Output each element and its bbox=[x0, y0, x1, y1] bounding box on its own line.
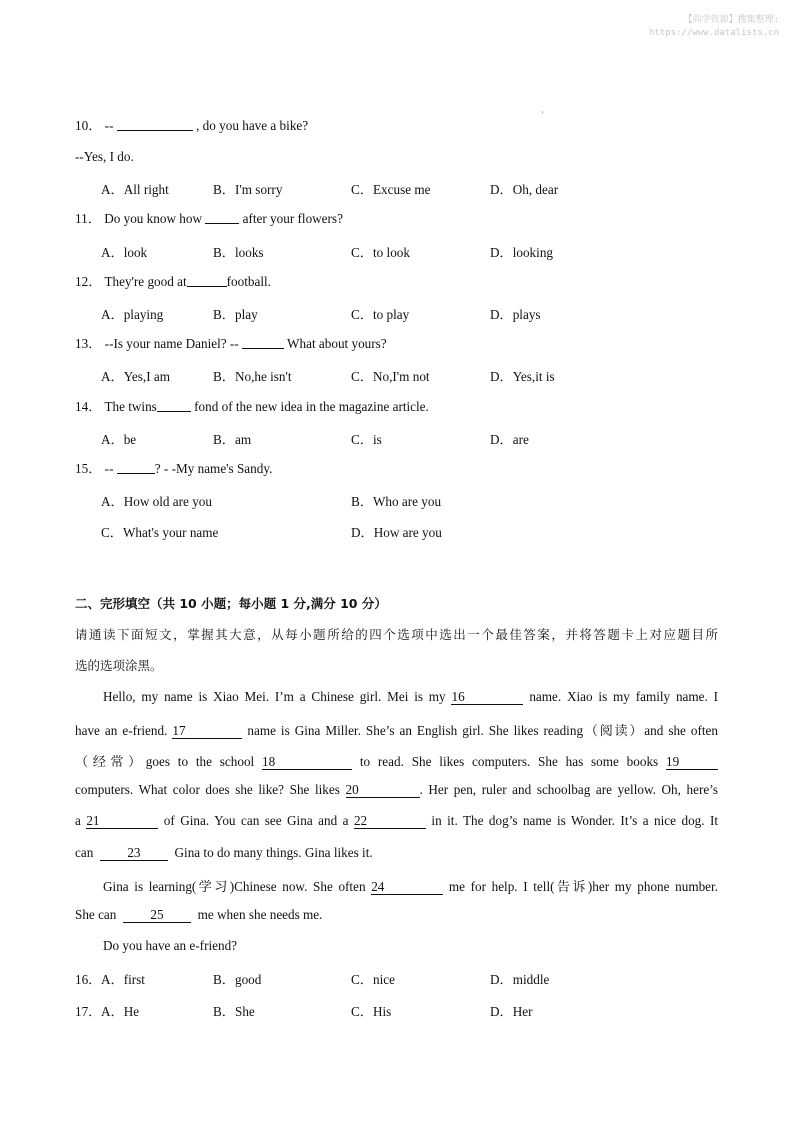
passage-line-3: （经常）goes to the school 18 to read. She likes computers. She has some books 19 bbox=[75, 751, 718, 770]
option-b: B．looks bbox=[213, 245, 264, 260]
cloze-blank-17: 17 bbox=[172, 724, 242, 739]
passage-line-5: a 21 of Gina. You can see Gina and a 22 in it. The dog’s name is Wonder. It’s a nice dog. It bbox=[75, 813, 719, 828]
option-b: B．She bbox=[213, 1004, 255, 1019]
cloze-blank-25: 25 bbox=[123, 908, 191, 923]
passage-line-7: Gina is learning(学习)Chinese now. She often 24 me for help. I tell(告诉)her my phone number. bbox=[103, 879, 718, 894]
question-16-number: 16． bbox=[75, 972, 102, 987]
option-b: B．No,he isn't bbox=[213, 369, 292, 384]
section-title: 二、完形填空（共 10 小题；每小题 1 分,满分 10 分） bbox=[75, 596, 387, 611]
option-d: D．are bbox=[490, 432, 529, 447]
question-text: fond of the new idea in the magazine article. bbox=[194, 399, 429, 414]
option-a: A．be bbox=[101, 432, 137, 447]
question-text: ? - -My name's Sandy. bbox=[154, 461, 273, 476]
option-c: C．to play bbox=[351, 307, 410, 322]
cloze-blank-23: 23 bbox=[100, 846, 168, 861]
option-d: D．Her bbox=[490, 1004, 533, 1019]
question-number: 14． bbox=[75, 399, 102, 414]
option-c: C．nice bbox=[351, 972, 395, 987]
question-text: football. bbox=[226, 274, 271, 289]
passage-line-4: computers. What color does she like? She likes 20 . Her pen, ruler and schoolbag are yellow. Oh, here’s bbox=[75, 782, 719, 797]
question-13 bbox=[75, 335, 720, 353]
option-a: A．look bbox=[101, 245, 148, 260]
question-number: 13． bbox=[75, 336, 102, 351]
answer-blank bbox=[205, 211, 239, 224]
question-text: --Is your name Daniel? -- bbox=[104, 336, 239, 351]
cloze-blank-20: 20 bbox=[346, 783, 420, 798]
cloze-blank-22: 22 bbox=[354, 814, 426, 829]
question-number: 11． bbox=[75, 211, 101, 226]
cloze-blank-24: 24 bbox=[371, 880, 443, 895]
stray-mark: ' bbox=[542, 110, 544, 119]
question-text: -- bbox=[104, 461, 114, 476]
question-number: 12． bbox=[75, 274, 102, 289]
passage-line-9: Do you have an e-friend? bbox=[103, 938, 238, 953]
option-b: B．I'm sorry bbox=[213, 182, 283, 197]
option-b: B．good bbox=[213, 972, 262, 987]
watermark-line1: 【尚学资源】搜集整理: bbox=[683, 15, 779, 25]
question-10 bbox=[75, 117, 720, 135]
option-d: D．How are you bbox=[351, 525, 442, 540]
question-text: , do you have a bike? bbox=[196, 118, 309, 133]
answer-blank bbox=[242, 336, 284, 349]
option-d: D．middle bbox=[490, 972, 550, 987]
answer-blank bbox=[117, 461, 155, 474]
question-text: The twins bbox=[104, 399, 157, 414]
answer-blank bbox=[187, 274, 227, 287]
option-a: A．All right bbox=[101, 182, 169, 197]
option-b: B．am bbox=[213, 432, 252, 447]
option-c: C．to look bbox=[351, 245, 410, 260]
option-a: A．playing bbox=[101, 307, 164, 322]
option-c: C．What's your name bbox=[101, 525, 219, 540]
question-17-number: 17． bbox=[75, 1004, 102, 1019]
question-text: They're good at bbox=[104, 274, 187, 289]
option-a: A．He bbox=[101, 1004, 140, 1019]
question-10-reply: --Yes, I do. bbox=[75, 149, 134, 164]
option-c: C．is bbox=[351, 432, 382, 447]
question-text: What about yours? bbox=[287, 336, 387, 351]
question-11 bbox=[75, 210, 720, 228]
answer-blank bbox=[117, 118, 193, 131]
passage-line-6: can 23 Gina to do many things. Gina likes it. bbox=[75, 845, 373, 860]
option-b: B．play bbox=[213, 307, 258, 322]
option-a: A．first bbox=[101, 972, 145, 987]
option-c: C．Excuse me bbox=[351, 182, 431, 197]
question-number: 10． bbox=[75, 118, 102, 133]
option-d: D．Oh, dear bbox=[490, 182, 559, 197]
question-15 bbox=[75, 460, 720, 478]
passage-line-8: She can 25 me when she needs me. bbox=[75, 907, 323, 922]
watermark bbox=[649, 14, 779, 40]
option-c: C．His bbox=[351, 1004, 392, 1019]
watermark-url: https://www.datalists.cn bbox=[648, 28, 779, 38]
option-d: D．plays bbox=[490, 307, 541, 322]
question-text: -- bbox=[104, 118, 114, 133]
cloze-blank-19: 19 bbox=[666, 755, 718, 770]
option-a: A．How old are you bbox=[101, 494, 212, 509]
answer-blank bbox=[157, 399, 191, 412]
instructions-line2: 选的选项涂黑。 bbox=[75, 658, 163, 673]
cloze-blank-18: 18 bbox=[262, 755, 352, 770]
question-14 bbox=[75, 398, 720, 416]
cloze-blank-21: 21 bbox=[86, 814, 158, 829]
question-12 bbox=[75, 273, 720, 291]
cloze-blank-16: 16 bbox=[451, 690, 523, 705]
option-c: C．No,I'm not bbox=[351, 369, 430, 384]
passage-line-1: Hello, my name is Xiao Mei. I’m a Chinese girl. Mei is my 16 name. Xiao is my family name. I bbox=[103, 689, 719, 704]
passage-line-2: have an e-friend. 17 name is Gina Miller. She’s an English girl. She likes reading（阅读）and she often bbox=[75, 723, 718, 738]
option-d: D．Yes,it is bbox=[490, 369, 555, 384]
option-a: A．Yes,I am bbox=[101, 369, 170, 384]
option-d: D．looking bbox=[490, 245, 554, 260]
option-b: B．Who are you bbox=[351, 494, 442, 509]
question-number: 15． bbox=[75, 461, 102, 476]
question-text: after your flowers? bbox=[242, 211, 343, 226]
question-text: Do you know how bbox=[104, 211, 202, 226]
instructions-line1: 请通读下面短文，掌握其大意，从每小题所给的四个选项中选出一个最佳答案，并将答题卡上对应题目所 bbox=[75, 627, 718, 642]
